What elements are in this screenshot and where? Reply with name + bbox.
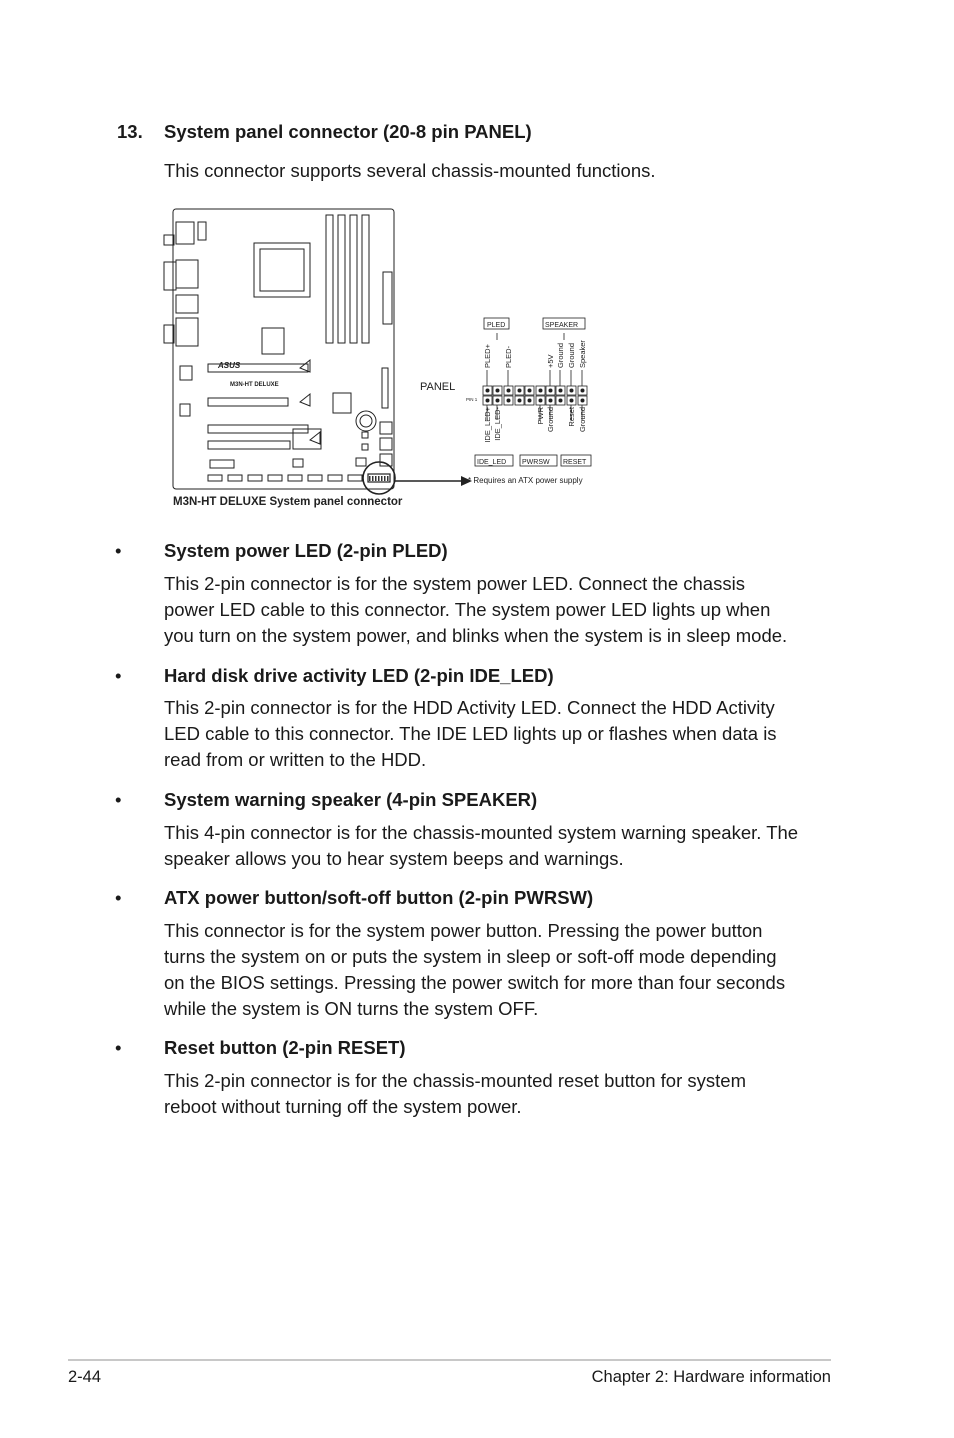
bottom-pin-label: Ground [578, 407, 587, 433]
body-line: This 2-pin connector is for the chassis-mounted reset button for system [164, 1070, 746, 1091]
body-line: turns the system on or puts the system in sleep or soft-off mode depending [164, 946, 777, 967]
bullet-marker: • [115, 665, 122, 686]
top-pin-label: Ground [567, 342, 576, 368]
bottom-pin-label: Ground [546, 407, 555, 433]
bullet-title-pwrsw: ATX power button/soft-off button (2-pin PWRSW) [164, 887, 594, 908]
body-line: read from or written to the HDD. [164, 749, 427, 770]
board-label: M3N-HT DELUXE [230, 382, 279, 388]
motherboard-illustration [164, 209, 395, 494]
ide-led-group-label: IDE_LED [477, 459, 507, 466]
body-line: This 2-pin connector is for the HDD Activity LED. Connect the HDD Activity [164, 697, 775, 718]
panel-connector-diagram [150, 200, 620, 520]
bottom-pin-labels [483, 406, 587, 443]
bullet-body-ide-led [164, 695, 844, 773]
bottom-pin-label: IDE_LED- [493, 407, 502, 441]
panel-pin-detail-marks [369, 476, 389, 481]
top-pin-label: PLED+ [483, 344, 492, 368]
bullet-marker: • [115, 887, 122, 908]
chapter-title: Chapter 2: Hardware information [591, 1368, 831, 1386]
page-number: 2-44 [68, 1368, 102, 1386]
bullet-body-reset [164, 1068, 844, 1120]
top-pin-label: Ground [556, 342, 565, 368]
top-pin-labels [483, 340, 587, 368]
pin1-label: PIN 1 [466, 397, 478, 402]
bullet-title-pled: System power LED (2-pin PLED) [164, 540, 448, 561]
panel-label: PANEL [420, 381, 456, 393]
body-line: This 4-pin connector is for the chassis-mounted system warning speaker. The [164, 822, 799, 843]
asus-logo: ASUS [218, 361, 241, 370]
bullet-title-speaker: System warning speaker (4-pin SPEAKER) [164, 789, 538, 810]
top-pin-label: PLED- [504, 345, 513, 368]
bullet-body-speaker [164, 820, 844, 872]
speaker-group-label: SPEAKER [545, 322, 579, 329]
reset-group-label: RESET [563, 459, 587, 466]
bullet-marker: • [115, 540, 122, 561]
body-line: on the BIOS settings. Pressing the power switch for more than four seconds [164, 972, 786, 993]
section-number: 13. [117, 121, 143, 142]
bullet-marker: • [115, 789, 122, 810]
section-heading [117, 121, 532, 143]
bottom-pin-label: Reset [567, 407, 576, 427]
bottom-pin-label: IDE_LED+ [483, 407, 492, 443]
pointer-arrow [395, 476, 472, 486]
pwrsw-group-label: PWRSW [522, 459, 550, 466]
top-pin-label: +5V [546, 354, 555, 368]
body-line: reboot without turning off the system power. [164, 1096, 522, 1117]
diagram-note: * Requires an ATX power supply [468, 476, 583, 485]
bullet-title-ide-led: Hard disk drive activity LED (2-pin IDE_LED) [164, 665, 554, 686]
body-line: This 2-pin connector is for the system power LED. Connect the chassis [164, 573, 745, 594]
section-intro: This connector supports several chassis-mounted functions. [164, 160, 656, 181]
body-line: you turn on the system power, and blinks when the system is in sleep mode. [164, 625, 788, 646]
bottom-pin-label: PWR [536, 407, 545, 425]
body-line: This connector is for the system power button. Pressing the power button [164, 920, 763, 941]
body-line: speaker allows you to hear system beeps and warnings. [164, 848, 624, 869]
footer-divider [68, 1359, 831, 1361]
body-line: while the system is ON turns the system OFF. [164, 998, 539, 1019]
section-title: System panel connector (20-8 pin PANEL) [164, 121, 532, 142]
body-line: LED cable to this connector. The IDE LED lights up or flashes when data is [164, 723, 777, 744]
bullet-body-pled [164, 571, 844, 649]
bullet-body-pwrsw [164, 918, 844, 1022]
top-pin-label: Speaker [578, 340, 587, 368]
body-line: power LED cable to this connector. The system power LED lights up when [164, 599, 771, 620]
pled-group-label: PLED [487, 322, 506, 329]
bullet-marker: • [115, 1037, 122, 1058]
bullet-title-reset: Reset button (2-pin RESET) [164, 1037, 406, 1058]
diagram-caption: M3N-HT DELUXE System panel connector [173, 496, 403, 508]
